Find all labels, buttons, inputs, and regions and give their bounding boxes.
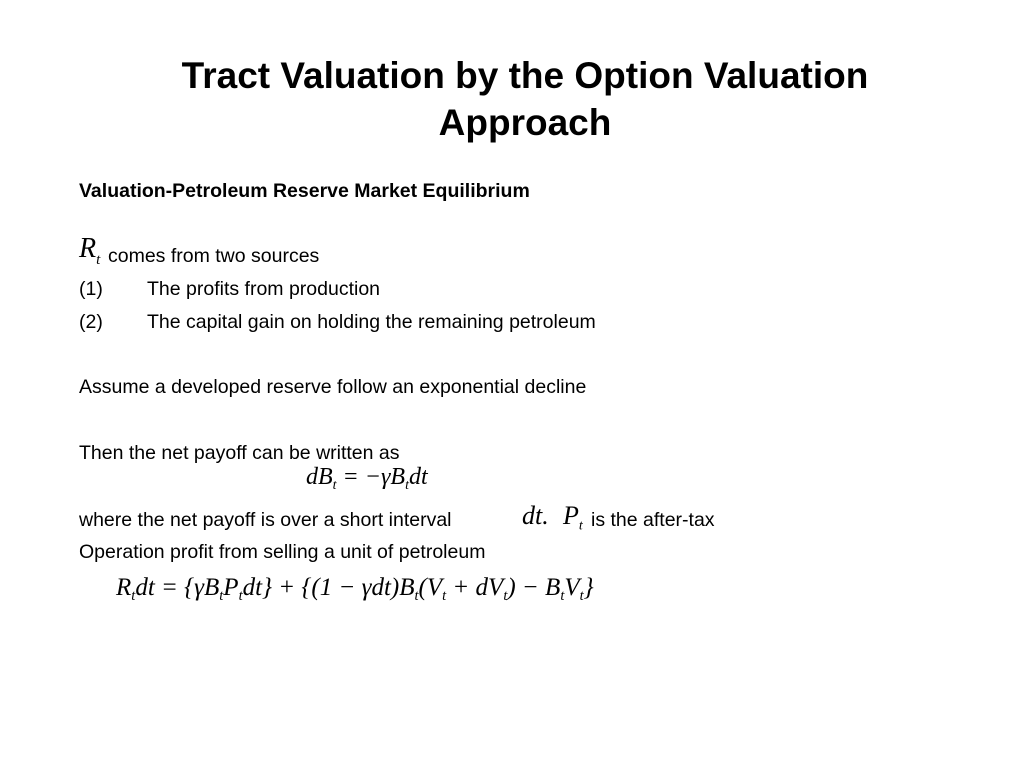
list-item-2-number: (2) (79, 311, 103, 333)
dt-symbol: dt. (522, 501, 549, 530)
list-item-1-number: (1) (79, 278, 103, 300)
equation-decline (306, 462, 428, 492)
subheading: Valuation-Petroleum Reserve Market Equilibrium (79, 180, 530, 202)
rt-symbol-letter: R (79, 233, 97, 264)
rt-symbol (79, 233, 101, 268)
equation-decline-text (306, 462, 307, 463)
rt-symbol-subscript: t (96, 251, 101, 268)
pt-symbol (563, 501, 583, 534)
slide-title (100, 52, 950, 146)
equation-return (116, 571, 594, 605)
rt-description: comes from two sources (108, 245, 320, 267)
pt-symbol-subscript: t (578, 518, 583, 534)
equation-return-text (116, 571, 117, 572)
equation-return-render: $R_tdt = \{\gamma B_tP_tdt\} + \{(1 - \gamma dt)B_t(V_t + dV_t) - B_tV_t\}$ (116, 574, 594, 605)
pt-symbol-letter: P (563, 501, 579, 530)
then-paragraph: Then the net payoff can be written as (79, 442, 400, 464)
list-item-2-text: The capital gain on holding the remaining petroleum (147, 311, 596, 333)
where-text: where the net payoff is over a short interval (79, 509, 452, 531)
title-line-2: Approach (438, 102, 612, 143)
list-item-1-text: The profits from production (147, 278, 381, 300)
assume-paragraph: Assume a developed reserve follow an exponential decline (79, 376, 587, 398)
equation-decline-render: $dB_t = -\gamma B_tdt$ (306, 464, 428, 493)
after-tax-text: is the after-tax (591, 509, 715, 531)
title-line-1: Tract Valuation by the Option Valuation (181, 55, 869, 96)
operation-paragraph: Operation profit from selling a unit of petroleum (79, 541, 486, 563)
